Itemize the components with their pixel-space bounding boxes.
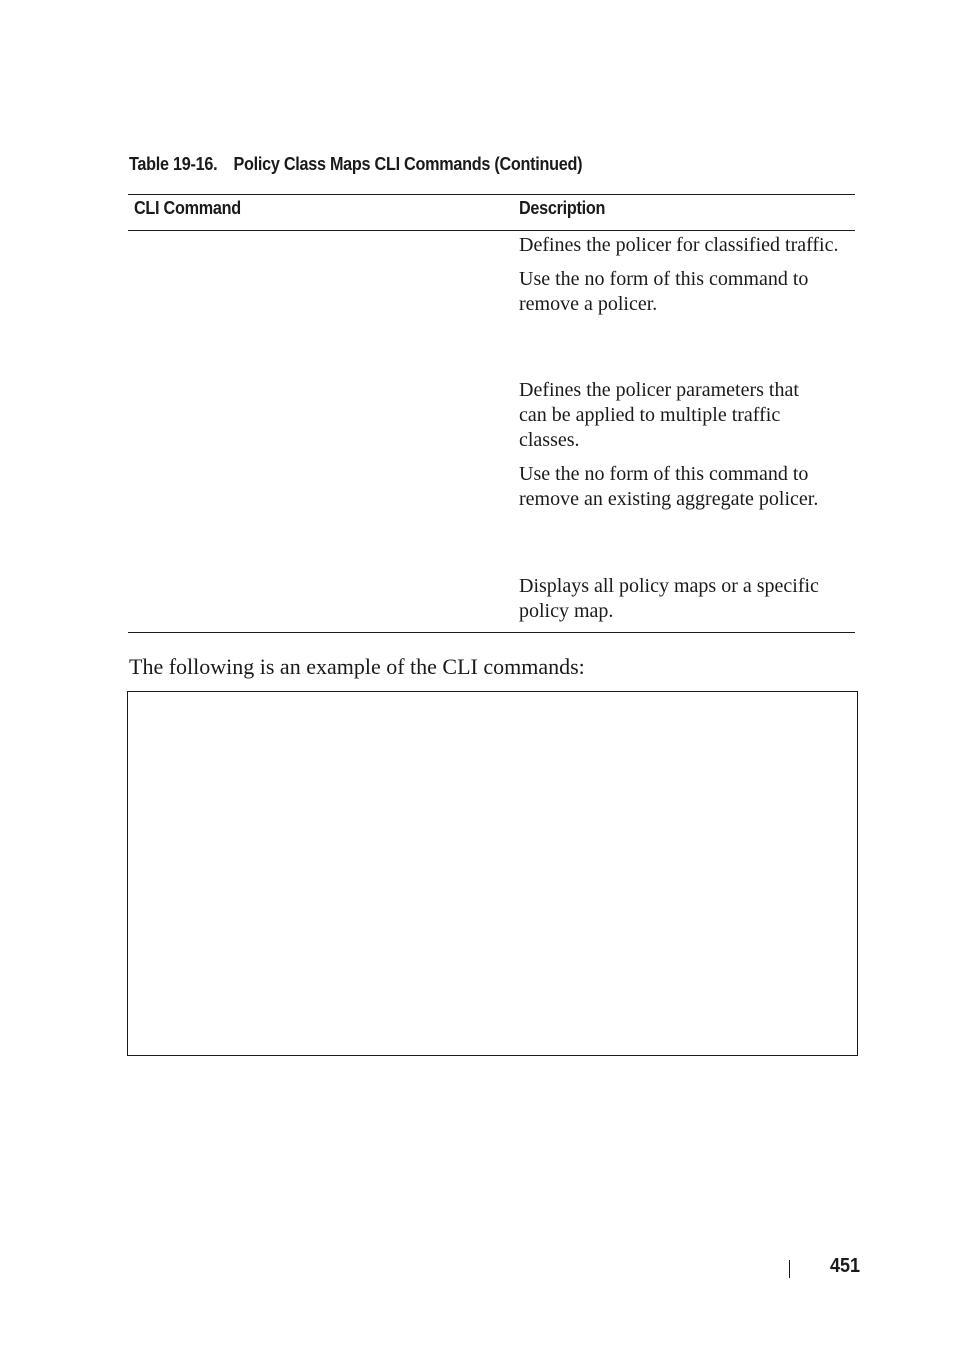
table-title: Policy Class Maps CLI Commands (Continued) [233,154,583,174]
example-intro: The following is an example of the CLI commands: [129,654,585,679]
table-top-rule [128,194,855,195]
row-3-description-1: Displays all policy maps or a specific policy map. [519,575,819,622]
folio-divider [789,1260,790,1278]
page-number: 451 [830,1255,861,1277]
row-1-description-1: Defines the policer for classified traffic. [519,234,839,256]
cli-example-box [127,691,858,1056]
table-header-rule [128,230,855,231]
table-caption [129,154,582,175]
row-2-description-2: Use the no form of this command to remove an existing aggregate policer. [519,463,819,510]
column-header-description: Description [519,198,606,218]
column-header-cli-command: CLI Command [134,198,241,218]
row-1-description-2: Use the no form of this command to remove a policer. [519,268,809,315]
table-bottom-rule [128,632,855,633]
row-2-description-1: Defines the policer parameters that can be applied to multiple traffic classes. [519,379,799,451]
table-number: Table 19-16. [129,154,218,174]
